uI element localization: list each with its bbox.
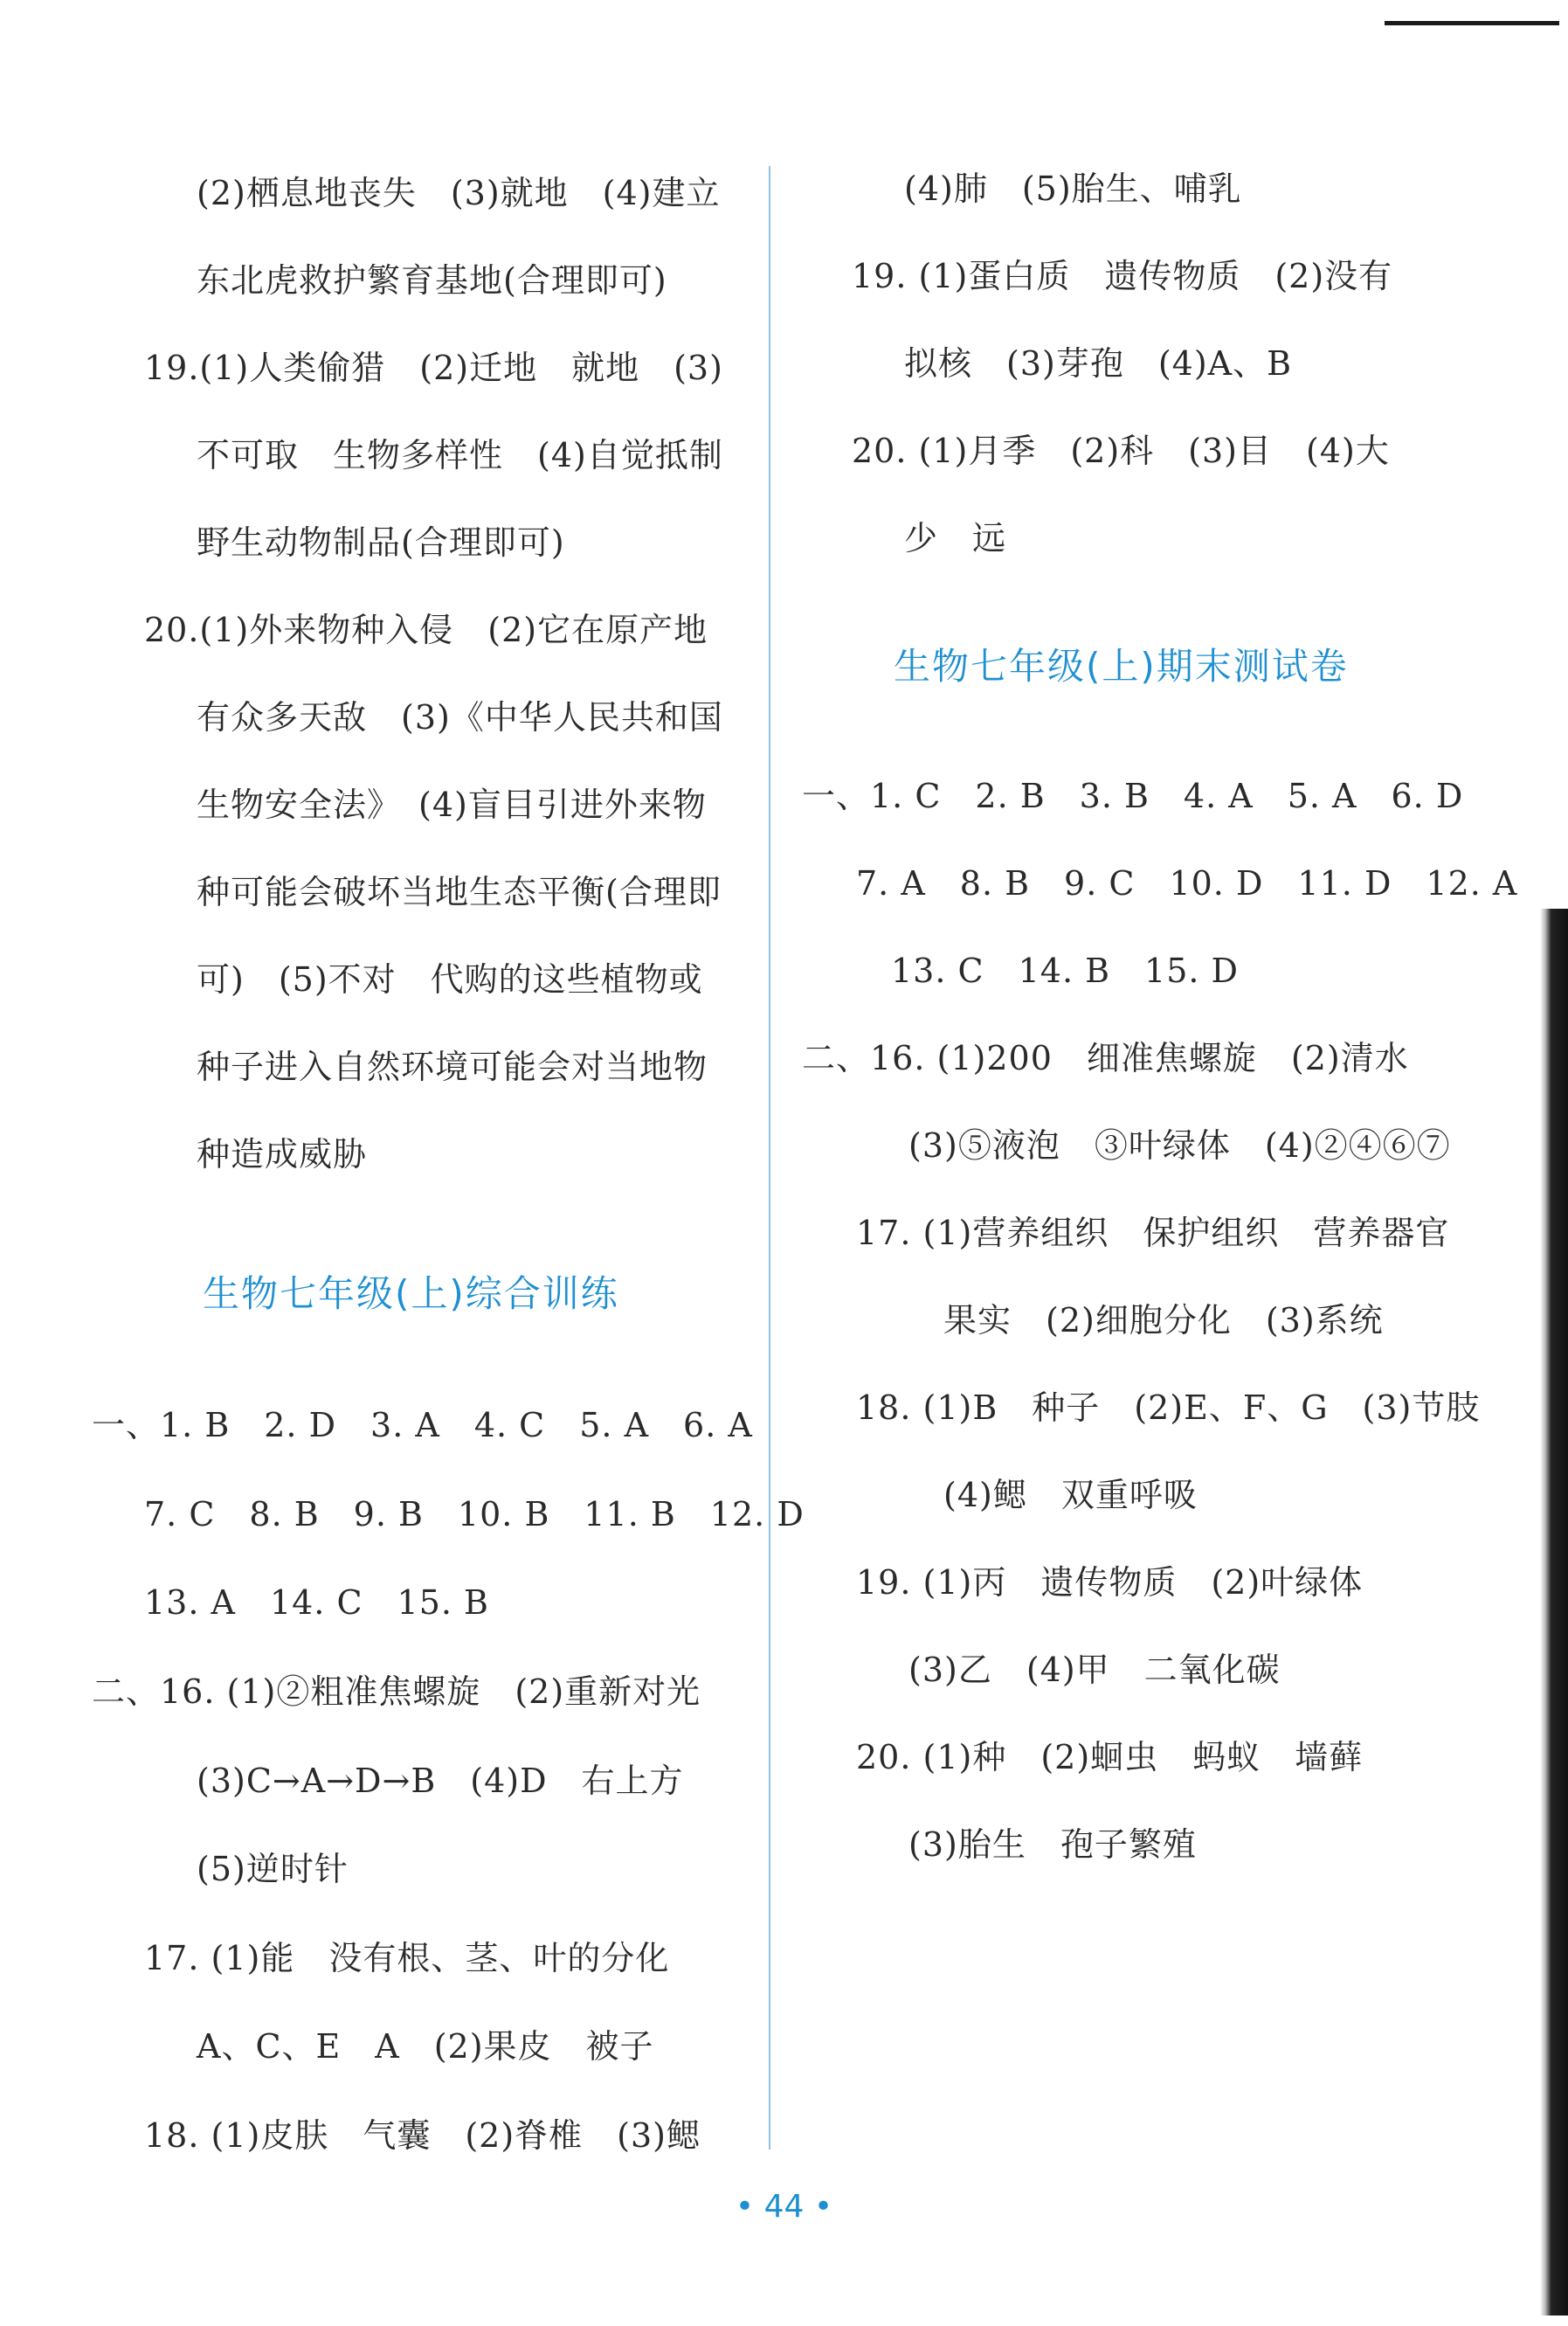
answer-line: (4)鳃 双重呼吸: [943, 1476, 1198, 1514]
answer-line: 种造成威胁: [197, 1135, 368, 1173]
section-title: 生物七年级(上)综合训练: [203, 1272, 619, 1315]
answer-line: 17. (1)能 没有根、茎、叶的分化: [144, 1939, 670, 1977]
answer-line: 20.(1)外来物种入侵 (2)它在原产地: [144, 611, 708, 649]
answer-line: 20. (1)月季 (2)科 (3)目 (4)大: [852, 432, 1390, 470]
answer-line: 野生动物制品(合理即可): [197, 523, 565, 562]
answer-line: 18. (1)皮肤 气囊 (2)脊椎 (3)鳃: [144, 2116, 701, 2155]
column-divider: [769, 166, 770, 2149]
answer-line: (2)栖息地丧失 (3)就地 (4)建立: [197, 174, 721, 212]
answer-line: 种可能会破坏当地生态平衡(合理即: [197, 873, 722, 911]
page-number: • 44 •: [735, 2189, 833, 2225]
answer-line: 13. A 14. C 15. B: [144, 1583, 489, 1622]
answer-line: 19. (1)蛋白质 遗传物质 (2)没有: [852, 257, 1393, 295]
top-rule: [1385, 21, 1559, 25]
answer-line: 17. (1)营养组织 保护组织 营养器官: [856, 1214, 1450, 1252]
answer-line: 20. (1)种 (2)蛔虫 蚂蚁 墙藓: [856, 1738, 1364, 1776]
answer-line: 少 远: [904, 519, 1007, 557]
answer-line: A、C、E A (2)果皮 被子: [197, 2027, 654, 2066]
answer-line: 18. (1)B 种子 (2)E、F、G (3)节肢: [856, 1388, 1481, 1427]
answer-line: 生物安全法》 (4)盲目引进外来物: [197, 786, 707, 824]
answer-line: 13. C 14. B 15. D: [891, 952, 1240, 990]
answer-line: 19. (1)丙 遗传物质 (2)叶绿体: [856, 1563, 1364, 1602]
answer-line: 二、16. (1)200 细准焦螺旋 (2)清水: [802, 1039, 1409, 1077]
section-title: 生物七年级(上)期末测试卷: [894, 645, 1349, 688]
answer-line: 7. A 8. B 9. C 10. D 11. D 12. A: [856, 864, 1518, 903]
answer-line: (3)⑤液泡 ③叶绿体 (4)②④⑥⑦: [908, 1126, 1451, 1165]
answer-line: (3)C→A→D→B (4)D 右上方: [197, 1762, 684, 1800]
answer-line: (4)肺 (5)胎生、哺乳: [904, 170, 1242, 208]
answer-line: 不可取 生物多样性 (4)自觉抵制: [197, 436, 723, 474]
answer-line: 果实 (2)细胞分化 (3)系统: [943, 1301, 1384, 1340]
answer-line: 可) (5)不对 代购的这些植物或: [197, 960, 703, 999]
answer-line: 二、16. (1)②粗准焦螺旋 (2)重新对光: [92, 1672, 701, 1711]
answer-line: 东北虎救护繁育基地(合理即可): [197, 261, 667, 300]
answer-line: 19.(1)人类偷猎 (2)迁地 就地 (3): [144, 349, 723, 387]
answer-line: 拟核 (3)芽孢 (4)A、B: [904, 344, 1293, 383]
answer-line: 一、1. B 2. D 3. A 4. C 5. A 6. A: [92, 1406, 753, 1444]
answer-line: (3)乙 (4)甲 二氧化碳: [908, 1651, 1281, 1689]
answer-line: (3)胎生 孢子繁殖: [908, 1825, 1197, 1864]
answer-line: (5)逆时针: [197, 1850, 349, 1888]
answer-line: 7. C 8. B 9. B 10. B 11. B 12. D: [144, 1495, 805, 1533]
answer-line: 有众多天敌 (3)《中华人民共和国: [197, 698, 723, 737]
answer-line: 一、1. C 2. B 3. B 4. A 5. A 6. D: [802, 777, 1464, 815]
answer-line: 种子进入自然环境可能会对当地物: [197, 1048, 708, 1086]
page-edge-shadow: [1540, 909, 1568, 2316]
